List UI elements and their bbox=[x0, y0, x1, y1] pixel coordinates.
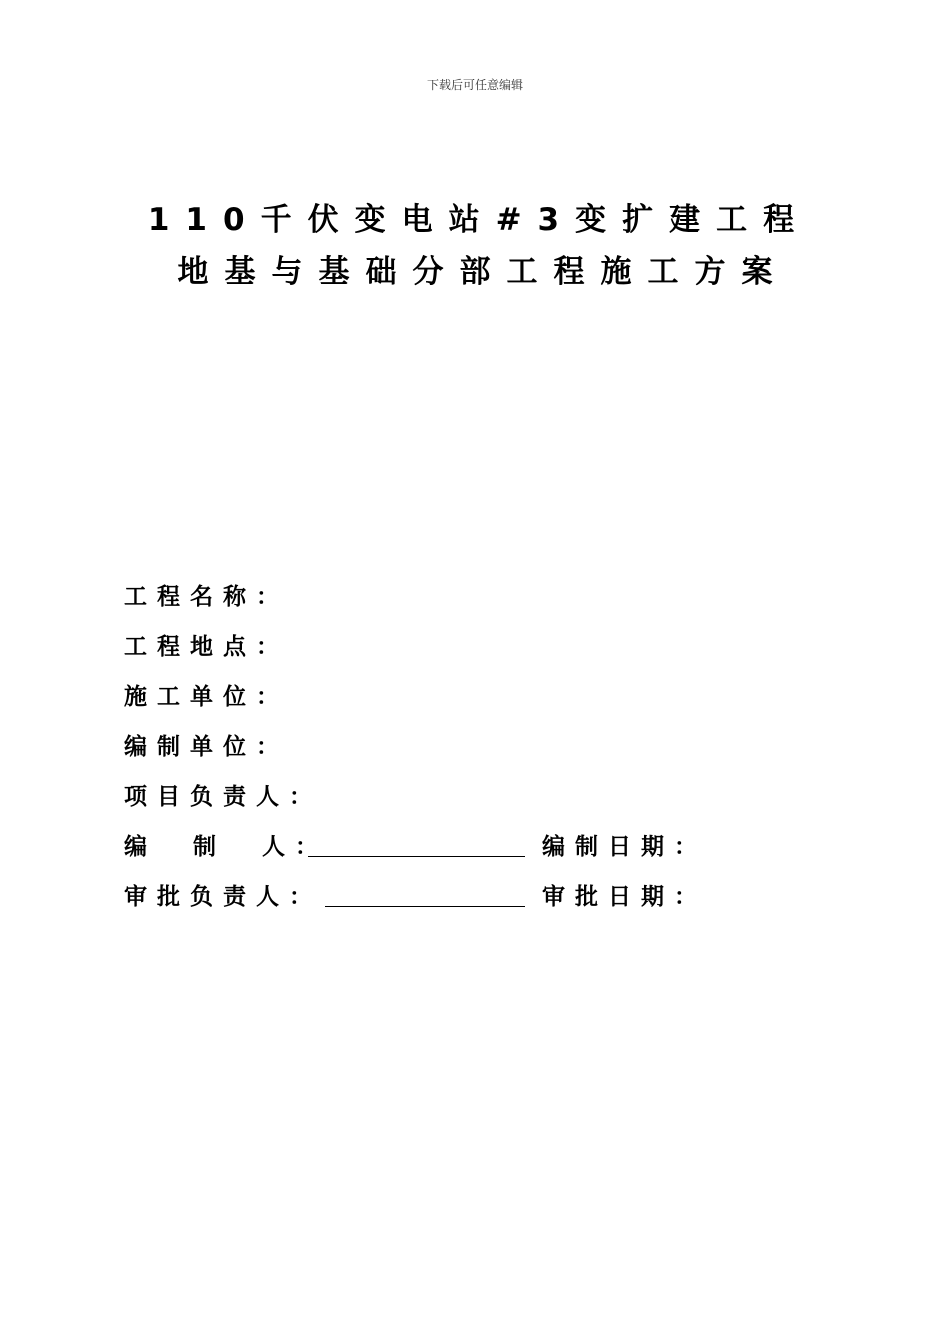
project-manager-label: 项目负责人： bbox=[124, 784, 322, 810]
project-location-row bbox=[124, 632, 289, 662]
compiling-unit-row bbox=[124, 732, 289, 762]
construction-unit-label: 施工单位： bbox=[124, 684, 289, 710]
compile-date-label: 编制日期： bbox=[542, 834, 707, 860]
compiler-label: 编 制 人： bbox=[124, 834, 329, 860]
project-name-row bbox=[124, 582, 289, 612]
compiler-signature-line[interactable] bbox=[308, 856, 525, 857]
approver-label: 审批负责人： bbox=[124, 884, 322, 910]
approver-row bbox=[124, 882, 724, 912]
project-location-label: 工程地点： bbox=[124, 634, 289, 660]
approve-date-label: 审批日期： bbox=[542, 884, 707, 910]
compiling-unit-label: 编制单位： bbox=[124, 734, 289, 760]
construction-unit-row bbox=[124, 682, 289, 712]
project-manager-row bbox=[124, 782, 322, 812]
header-note: 下载后可任意编辑 bbox=[426, 78, 523, 92]
document-title-line-1: 110千伏变电站#3变扩建工程 bbox=[147, 202, 811, 238]
project-name-label: 工程名称： bbox=[124, 584, 289, 610]
document-title-line-2: 地基与基础分部工程施工方案 bbox=[177, 254, 789, 290]
approver-signature-line[interactable] bbox=[325, 906, 525, 907]
compiler-row bbox=[124, 832, 724, 862]
